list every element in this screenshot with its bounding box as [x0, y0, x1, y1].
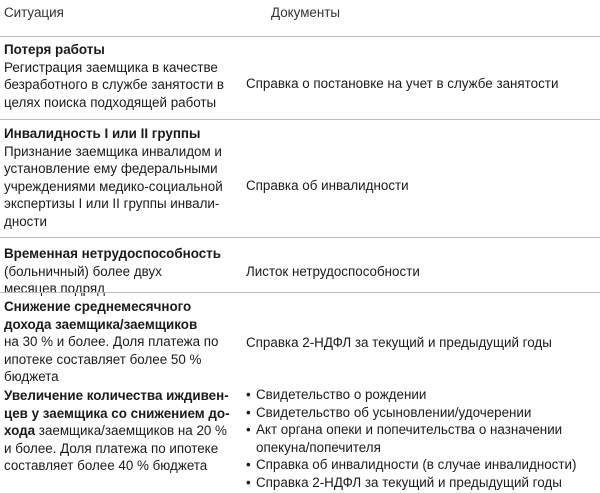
situation-desc-line: учреждениями медико-социальной — [4, 178, 223, 194]
documents-list — [246, 386, 596, 492]
situation-title: хода — [4, 423, 36, 439]
situation-desc-text: заемщика/заемщиков на 20 % — [35, 423, 227, 439]
documents-cell: Справка об инвалидности — [246, 178, 409, 193]
situation-desc-line: бюджета — [4, 369, 59, 385]
situation-desc-line: составляет более 40 % бюджета — [4, 458, 208, 474]
situation-desc-line: ипотеке составляет более 50 % — [4, 351, 202, 367]
situation-desc-line: безработного в службе занятости в — [4, 77, 225, 93]
divider — [0, 36, 600, 37]
column-header-documents: Документы — [271, 5, 341, 20]
situation-title: Временная нетрудоспособность — [4, 246, 221, 261]
document-label: Свидетельство о рождении — [256, 387, 427, 402]
divider — [0, 237, 600, 238]
situation-title: Снижение среднемесячного — [4, 299, 192, 314]
situation-desc-line: установление ему федеральными — [4, 161, 218, 177]
situation-title: цев у заемщика со снижением до- — [4, 405, 230, 421]
documents-cell: Листок нетрудоспособности — [246, 264, 420, 279]
situation-desc-line: месяцев подряд — [4, 281, 105, 297]
situation-desc-line: дности — [4, 213, 47, 229]
document-label: Справка об инвалидности (в случае инвалидности) — [256, 457, 577, 473]
list-item — [246, 456, 596, 474]
situation-desc-line: и более. Доля платежа по ипотеке — [4, 440, 219, 456]
bullet-icon: • — [246, 387, 251, 402]
situation-desc-line: Регистрация заемщика в качестве — [4, 59, 218, 75]
bullet-icon: • — [246, 457, 251, 473]
situation-desc-line: (больничный) более двух — [4, 263, 162, 279]
document-label: Акт органа опеки и попечительства о назначении — [256, 422, 563, 438]
list-item — [246, 474, 596, 492]
document-label: опекуна/попечителя — [256, 439, 381, 455]
situation-title: Инвалидность I или II группы — [4, 126, 201, 141]
situation-desc-line: на 30 % и более. Доля платежа по — [4, 334, 219, 350]
documents-cell — [246, 386, 596, 492]
bullet-icon: • — [246, 422, 251, 438]
situation-cell — [4, 387, 242, 475]
situation-cell — [4, 125, 242, 231]
bullet-icon: • — [246, 404, 251, 420]
situation-title: Увеличение количества иждивен- — [4, 388, 229, 403]
situation-desc-line — [4, 422, 242, 440]
divider — [0, 292, 600, 293]
document-label: Свидетельство об усыновлении/удочерении — [256, 404, 532, 420]
bullet-icon: • — [246, 474, 251, 490]
column-header-situation: Ситуация — [4, 5, 64, 20]
situation-title: Потеря работы — [4, 42, 105, 57]
situation-desc-line: Признание заемщика инвалидом и — [4, 143, 222, 159]
table-header — [0, 4, 600, 30]
situation-cell — [4, 298, 242, 386]
situation-desc-line: экспертизы I или II группы инвали- — [4, 196, 220, 212]
list-item — [246, 386, 596, 404]
divider — [0, 119, 600, 120]
documents-cell: Справка 2-НДФЛ за текущий и предыдущий годы — [246, 335, 552, 350]
documents-cell: Справка о постановке на учет в службе занятости — [246, 76, 559, 91]
situation-title: дохода заемщика/заемщиков — [4, 316, 198, 332]
list-item — [246, 404, 596, 422]
situation-desc-line: целях поиска подходящей работы — [4, 94, 217, 110]
situation-cell — [4, 41, 242, 111]
list-item — [246, 421, 596, 456]
situation-cell — [4, 245, 242, 298]
document-label: Справка 2-НДФЛ за текущий и предыдущий годы — [256, 474, 562, 490]
